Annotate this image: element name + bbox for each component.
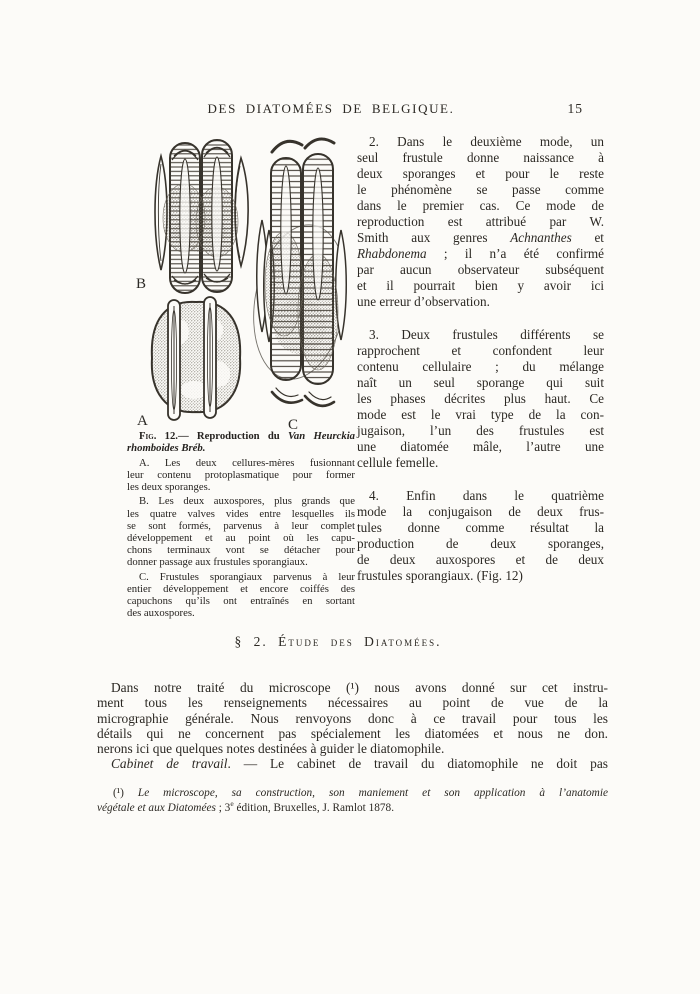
text-line: ment tous les renseignements nécessaires au point de vue de la xyxy=(97,695,608,711)
text-line: dans le premier cas. Ce mode de xyxy=(357,198,604,213)
text-line: les deux sporanges. xyxy=(127,480,211,493)
diatom-drawing xyxy=(128,134,350,432)
right-column xyxy=(357,134,604,584)
paragraph-3 xyxy=(357,327,604,471)
text-line: mode la conjugaison de deux frus- xyxy=(357,504,604,519)
figure-label-b: B xyxy=(136,276,147,292)
text-line xyxy=(127,442,355,454)
text-line: seul frustule donne naissance à xyxy=(357,150,604,165)
text-line: détails qui ne concernent pas spécialement les diatomées et nous ne don. xyxy=(97,725,608,741)
text-line: tules donne comme résultat la xyxy=(357,520,604,535)
text-line: mode est le vrai type de la con- xyxy=(357,407,604,422)
caption-paragraph-c xyxy=(127,571,355,619)
footnote xyxy=(97,786,608,815)
cabinet-paragraph: Cabinet de travail. — Le cabinet de travail du diatomophile ne doit pas xyxy=(111,756,608,772)
text-line: par aucun observateur subséquent xyxy=(357,262,604,277)
text-line: rapprochent et confondent leur xyxy=(357,343,604,358)
run-in-heading: Cabinet de travail xyxy=(111,756,228,772)
caption-paragraph-b xyxy=(127,495,355,568)
text-line: contenu cellulaire ; du mélange xyxy=(357,359,604,374)
text-line: Fig. 12.— Reproduction du Van Heurckia xyxy=(139,430,356,442)
text-line: 4. Enfin dans le quatrième xyxy=(369,488,604,503)
text-line: chons terminaux vont se détacher pour xyxy=(127,543,355,556)
species-name: rhomboides Bréb. xyxy=(127,442,206,455)
text-line: les phases décrites plus haut. Ce xyxy=(357,391,604,406)
text-line: C. Frustules sporangiaux parvenus à leur xyxy=(139,570,355,583)
text-line: végétale et aux Diatomées ; 3e édition, Bruxelles, J. Ramlot 1878. xyxy=(97,798,395,814)
text-line: capuchons qu’ils ont entraînés en sortant xyxy=(127,594,355,607)
text-line: et il pourrait bien y avoir ici xyxy=(357,278,604,293)
text-line: micrographie générale. Nous renvoyons donc à ce travail pour tous les xyxy=(97,710,608,726)
figure-label-c: C xyxy=(288,417,299,432)
text-line: deux sporanges et pour le reste xyxy=(357,166,604,181)
text-line: des auxospores. xyxy=(127,606,195,619)
species-name: Van Heurckia xyxy=(287,430,356,442)
diatom-group-a xyxy=(152,297,240,420)
text-line: les quatre valves vides entre lesquelles ils xyxy=(127,507,355,520)
caption-paragraph-a xyxy=(127,457,355,493)
diatom-group-c xyxy=(242,139,350,406)
text-line: de deux auxospores et de deux xyxy=(357,552,604,567)
text-line: Dans notre traité du microscope (¹) nous avons donné sur cet instru- xyxy=(111,680,608,695)
intro-paragraph xyxy=(97,680,608,756)
figure-caption xyxy=(127,430,355,619)
text-line: une diatomée mâle, l’autre une xyxy=(357,439,604,454)
paragraph-2 xyxy=(357,134,604,310)
text-line: jugaison, l’un des frustules est xyxy=(357,423,604,438)
genus-name: Achnanthes xyxy=(510,230,572,245)
text-line: naît un seul sporange qui suit xyxy=(357,375,604,390)
text-line: A. Les deux cellures-mères fusionnant xyxy=(139,456,355,469)
text-line: nerons ici que quelques notes destinées à guider le diatomophile. xyxy=(97,741,445,757)
paragraph-4 xyxy=(357,488,604,584)
page-header xyxy=(97,101,605,121)
text-line: 2. Dans le deuxième mode, un xyxy=(369,134,604,149)
text-line xyxy=(97,786,608,801)
text-line: se sont formés, parvenus à leur complet xyxy=(127,519,355,532)
figure-12-illustration xyxy=(128,134,350,432)
text-line: développement et au point où les capu- xyxy=(127,531,355,544)
text-line: Smith aux genres Achnanthes et xyxy=(357,230,604,245)
text-line: cellule femelle. xyxy=(357,455,439,470)
fig-abbrev: Fig. xyxy=(139,430,157,442)
ordinal-suffix: e xyxy=(230,798,234,808)
book-title: végétale et aux Diatomées xyxy=(97,801,216,814)
text-line: donner passage aux frustules sporangiaux. xyxy=(127,555,308,568)
text-line: le phénomène se passe comme xyxy=(357,182,604,197)
footnote-marker: (¹) xyxy=(113,787,138,799)
book-title: Le microscope, sa construction, son maniement et son application à l’anatomie xyxy=(137,787,608,799)
text-line: B. Les deux auxospores, plus grands que xyxy=(139,495,355,508)
page-number: 15 xyxy=(567,101,583,116)
text-line: frustules sporangiaux. (Fig. 12) xyxy=(357,568,523,583)
text-line: reproduction est attribué par W. xyxy=(357,214,604,229)
genus-name: Rhabdonema xyxy=(357,246,427,261)
caption-heading xyxy=(127,430,355,454)
running-title: DES DIATOMÉES DE BELGIQUE. xyxy=(207,101,455,116)
diatom-group-b xyxy=(155,140,248,293)
text-line: entier développement et encore coiffés des xyxy=(127,582,355,595)
text-line: une erreur d’observation. xyxy=(357,294,490,309)
text-line: 3. Deux frustules différents se xyxy=(369,327,604,342)
text-line: production de deux sporanges, xyxy=(357,536,604,551)
figure-label-a: A xyxy=(137,413,148,429)
text-line: Rhabdonema ; il n’a été confirmé xyxy=(357,246,604,261)
section-heading: § 2. Étude des Diatomées. xyxy=(234,634,442,649)
main-text xyxy=(97,680,608,772)
text-line: leur contenu protoplasmatique pour former xyxy=(127,468,355,481)
